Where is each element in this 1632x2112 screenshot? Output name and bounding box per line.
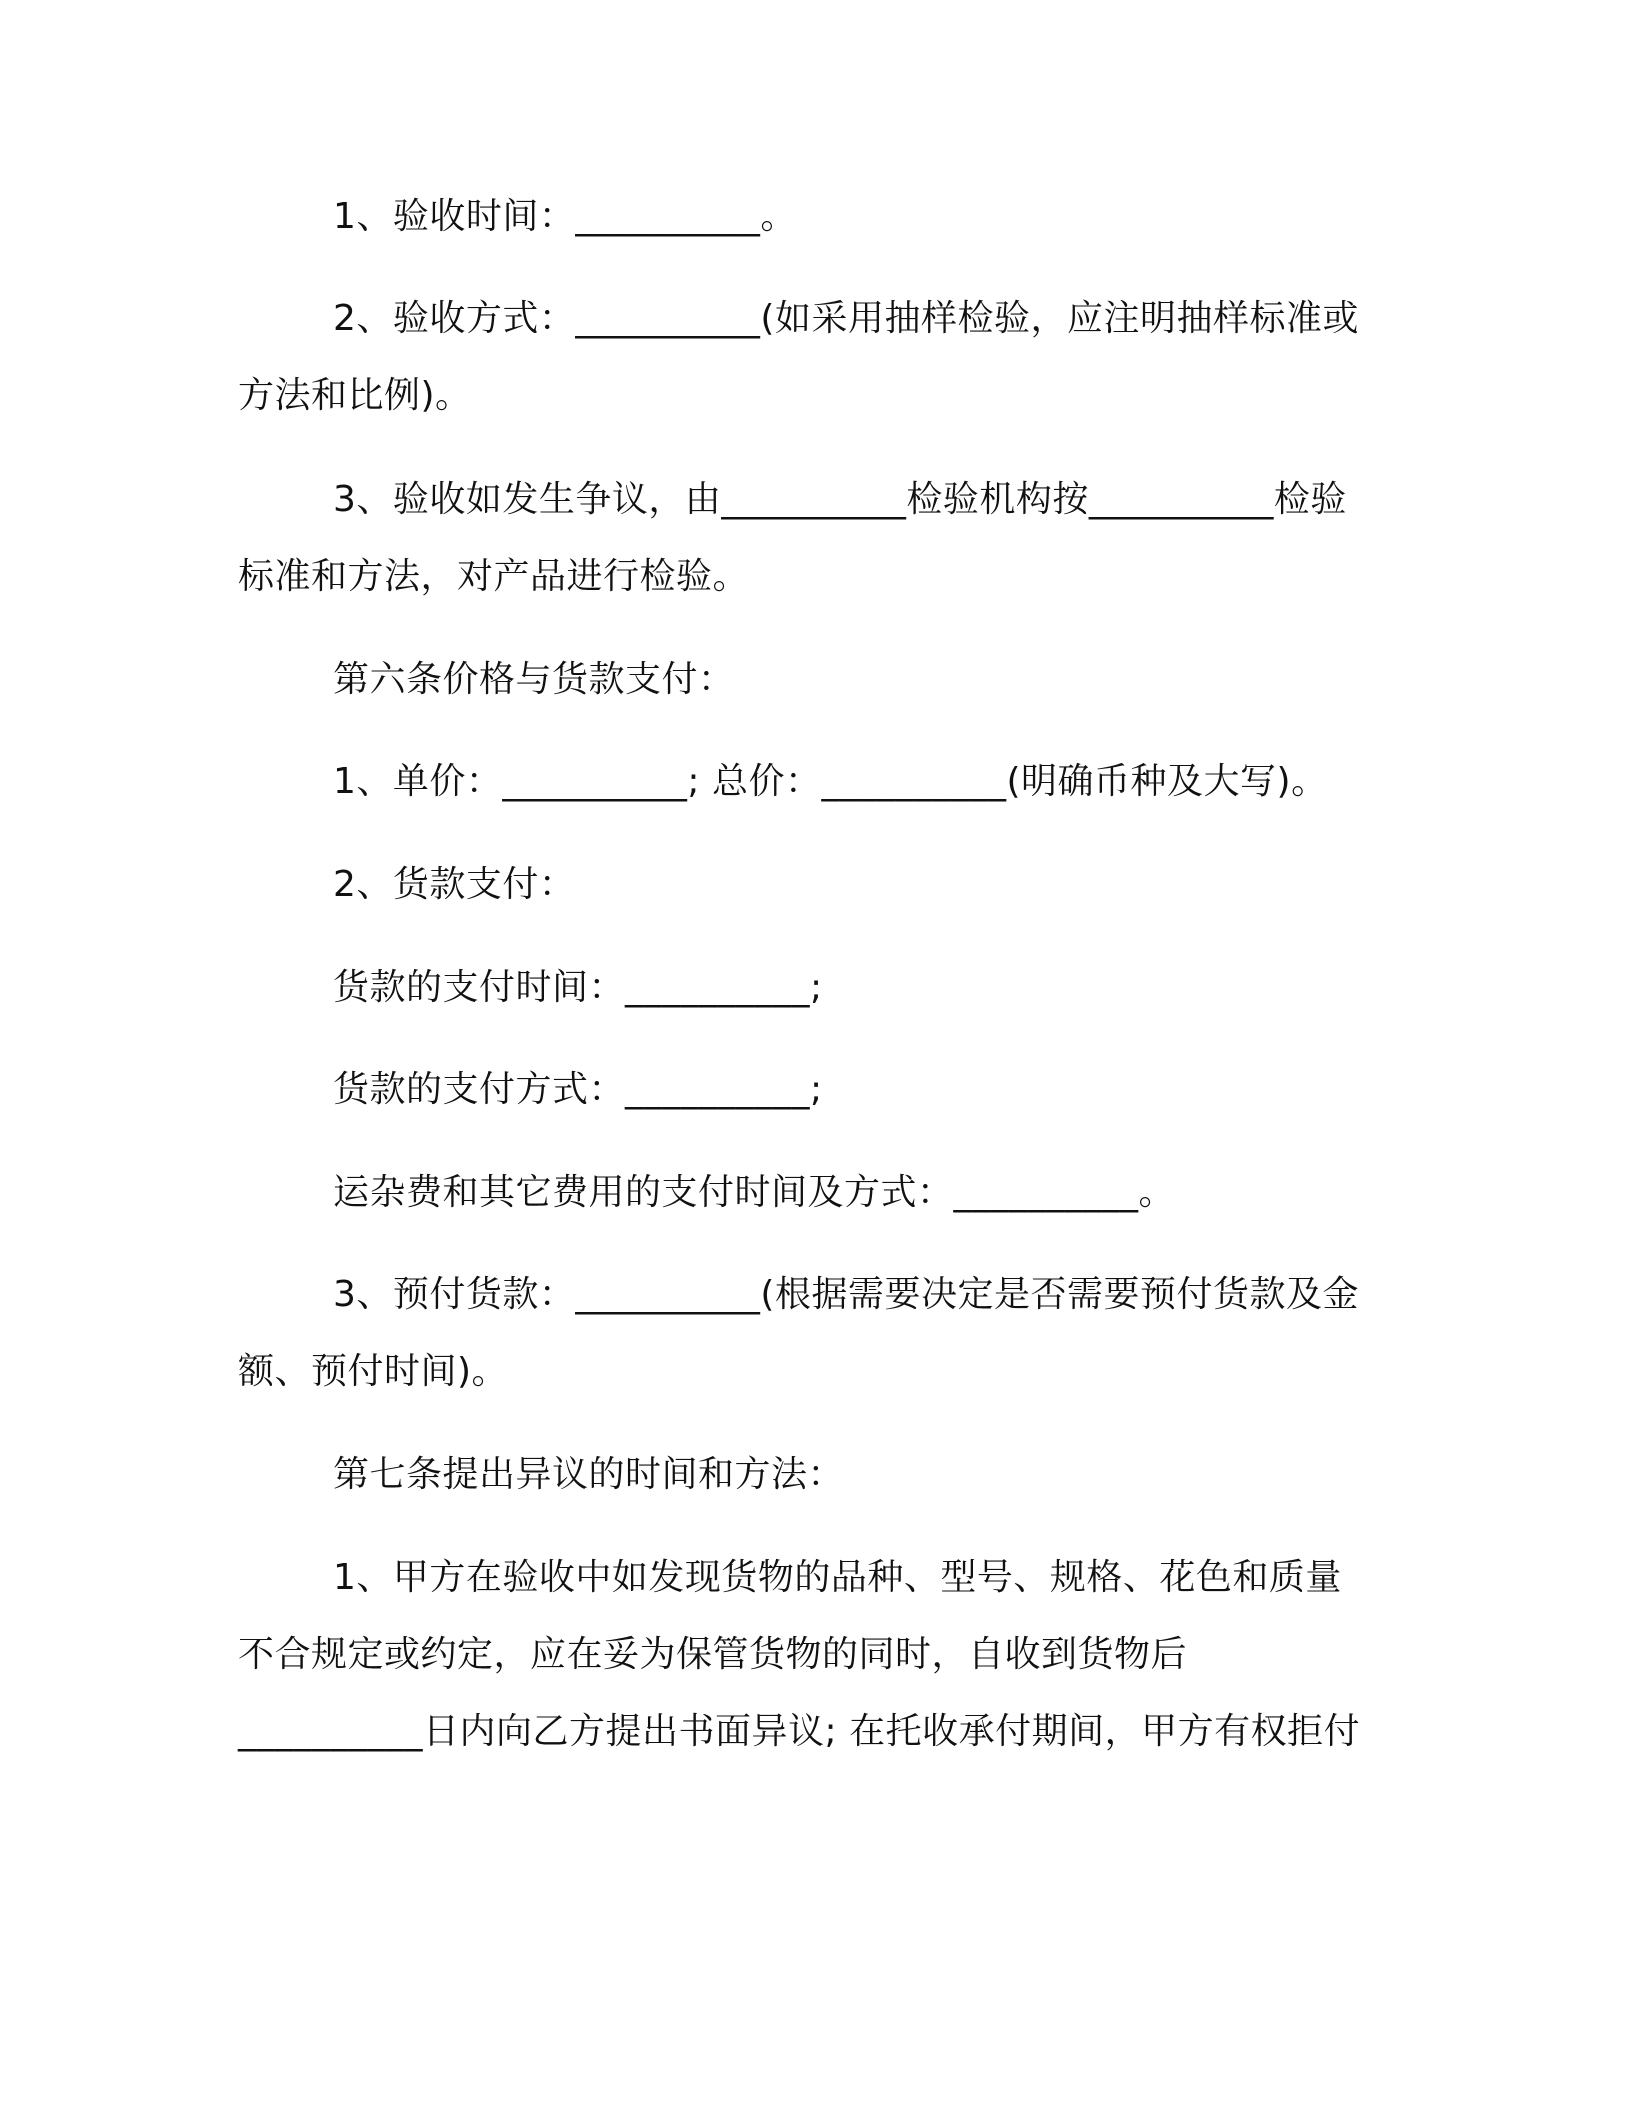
objection-line-1: 1、甲方在验收中如发现货物的品种、型号、规格、花色和质量 (333, 1557, 1342, 1598)
prepayment-continuation: 额、预付时间)。 (238, 1351, 509, 1392)
article-6-heading: 第六条价格与货款支付： (333, 659, 735, 700)
payment-method-line: 货款的支付方式：__________; (333, 1069, 823, 1110)
objection-line-2: 不合规定或约定，应在妥为保管货物的同时，自收到货物后 (238, 1634, 1188, 1675)
unit-total-price-line: 1、单价：__________; 总价：__________(明确币种及大写)。 (333, 761, 1328, 802)
acceptance-method-line: 2、验收方式：__________(如采用抽样检验，应注明抽样标准或 (333, 298, 1359, 339)
dispute-inspection-continuation: 标准和方法，对产品进行检验。 (238, 556, 750, 597)
dispute-inspection-line: 3、验收如发生争议，由__________检验机构按__________检验 (333, 479, 1347, 520)
prepayment-line: 3、预付货款：__________(根据需要决定是否需要预付货款及金 (333, 1274, 1359, 1315)
freight-payment-line: 运杂费和其它费用的支付时间及方式：__________。 (333, 1172, 1176, 1213)
payment-time-line: 货款的支付时间：__________; (333, 967, 823, 1008)
acceptance-method-continuation: 方法和比例)。 (238, 375, 472, 416)
article-7-heading: 第七条提出异议的时间和方法： (333, 1454, 845, 1495)
payment-heading: 2、货款支付： (333, 864, 576, 905)
acceptance-time-line: 1、验收时间：__________。 (333, 196, 797, 237)
objection-line-3: __________日内向乙方提出书面异议; 在托收承付期间，甲方有权拒付 (238, 1711, 1361, 1752)
